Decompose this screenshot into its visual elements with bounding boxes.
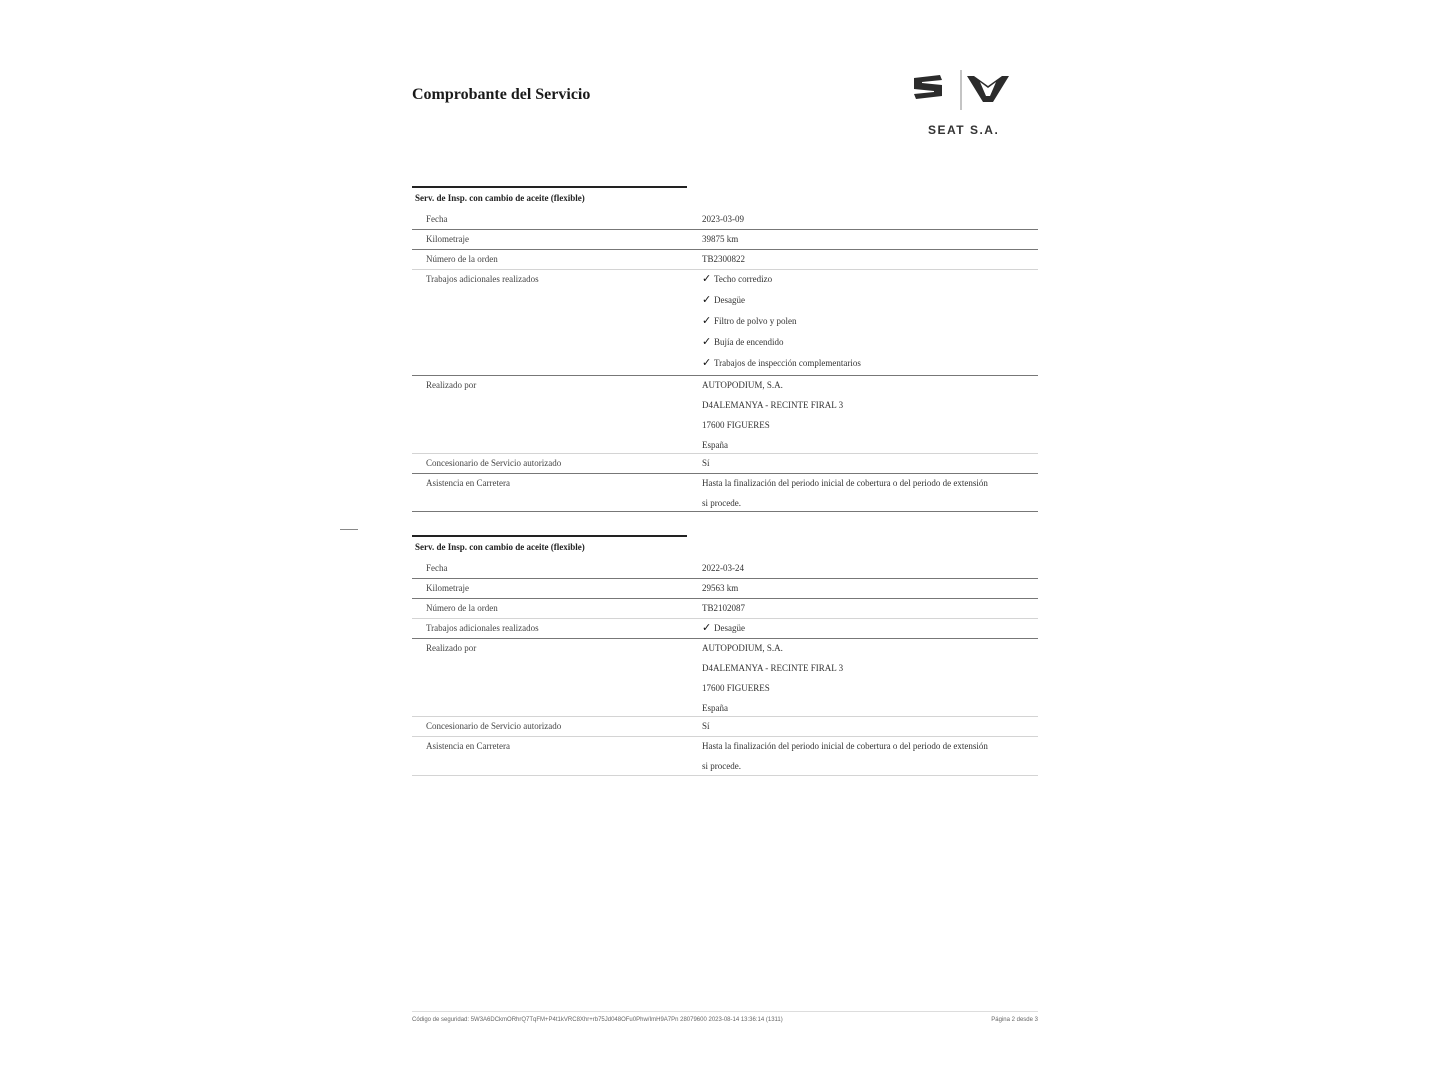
page-footer [412,1011,1038,1023]
km-value: 39875 km [702,234,739,244]
orden-value: TB2300822 [702,254,746,264]
row-fecha [412,558,1038,579]
check-icon: ✓ [702,336,712,348]
margin-mark [340,529,358,530]
row-fecha [412,209,1038,230]
orden-value: TB2102087 [702,603,746,613]
row-kilometraje [412,578,1038,599]
realizado-label: Realizado por [426,643,477,653]
page-number: Página 2 desde 3 [991,1017,1038,1023]
fecha-label: Fecha [426,214,448,224]
fecha-value: 2022-03-24 [702,563,744,573]
realizado-line: D4ALEMANYA - RECINTE FIRAL 3 [702,663,844,673]
row-asistencia [412,473,1038,512]
check-icon: ✓ [702,357,712,369]
asistencia-line: si procede. [702,498,741,508]
brand-name: SEAT S.A. [928,123,1000,137]
trabajo-item: ✓ Desagüe [702,290,1038,311]
section-heading: Serv. de Insp. con cambio de aceite (flexible) [415,542,585,552]
row-kilometraje [412,229,1038,250]
row-realizado [412,638,1038,717]
km-value: 29563 km [702,583,739,593]
trabajo-item: ✓ Filtro de polvo y polen [702,311,1038,332]
concesionario-value: Sí [702,458,710,468]
concesionario-value: Sí [702,721,710,731]
row-concesionario [412,453,1038,474]
asistencia-label: Asistencia en Carretera [426,741,510,751]
orden-label: Número de la orden [426,603,498,613]
section-rule [412,535,687,537]
row-asistencia [412,736,1038,776]
row-trabajos [412,618,1038,639]
page-title: Comprobante del Servicio [412,86,591,103]
check-icon: ✓ [702,273,712,285]
km-label: Kilometraje [426,583,469,593]
trabajos-label: Trabajos adicionales realizados [426,274,539,284]
trabajo-item: ✓ Desagüe [702,618,1038,639]
check-icon: ✓ [702,622,712,634]
security-code: Código de seguridad: 5W3A6DCkmORhrQ7TqFM+P4t1kVRC8Xhr+rb75Jd048OFu0Phw/ImH9A7Pn 28079600 2023-08-14 13:36:14 (1311) [412,1017,783,1023]
seat-logo-icon [914,75,942,99]
realizado-line: D4ALEMANYA - RECINTE FIRAL 3 [702,400,844,410]
concesionario-label: Concesionario de Servicio autorizado [426,721,562,731]
realizado-label: Realizado por [426,380,477,390]
asistencia-line: Hasta la finalización del periodo inicial de cobertura o del periodo de extensión [702,741,988,751]
row-trabajos [412,269,1038,376]
trabajo-item: ✓ Trabajos de inspección complementarios [702,353,1038,374]
realizado-line: AUTOPODIUM, S.A. [702,643,783,653]
fecha-label: Fecha [426,563,448,573]
realizado-line: 17600 FIGUERES [702,683,770,693]
trabajo-item: ✓ Bujía de encendido [702,332,1038,353]
km-label: Kilometraje [426,234,469,244]
realizado-line: España [702,440,728,450]
trabajo-item: ✓ Techo corredizo [702,269,1038,290]
asistencia-label: Asistencia en Carretera [426,478,510,488]
row-orden [412,249,1038,270]
cupra-logo-icon [967,76,1009,102]
asistencia-line: Hasta la finalización del periodo inicial de cobertura o del periodo de extensión [702,478,988,488]
trabajos-label: Trabajos adicionales realizados [426,623,539,633]
row-concesionario [412,716,1038,737]
realizado-line: AUTOPODIUM, S.A. [702,380,783,390]
check-icon: ✓ [702,294,712,306]
section-heading: Serv. de Insp. con cambio de aceite (flexible) [415,193,585,203]
realizado-line: 17600 FIGUERES [702,420,770,430]
concesionario-label: Concesionario de Servicio autorizado [426,458,562,468]
row-realizado [412,375,1038,454]
row-orden [412,598,1038,619]
orden-label: Número de la orden [426,254,498,264]
asistencia-line: si procede. [702,761,741,771]
check-icon: ✓ [702,315,712,327]
realizado-line: España [702,703,728,713]
fecha-value: 2023-03-09 [702,214,744,224]
section-rule [412,186,687,188]
